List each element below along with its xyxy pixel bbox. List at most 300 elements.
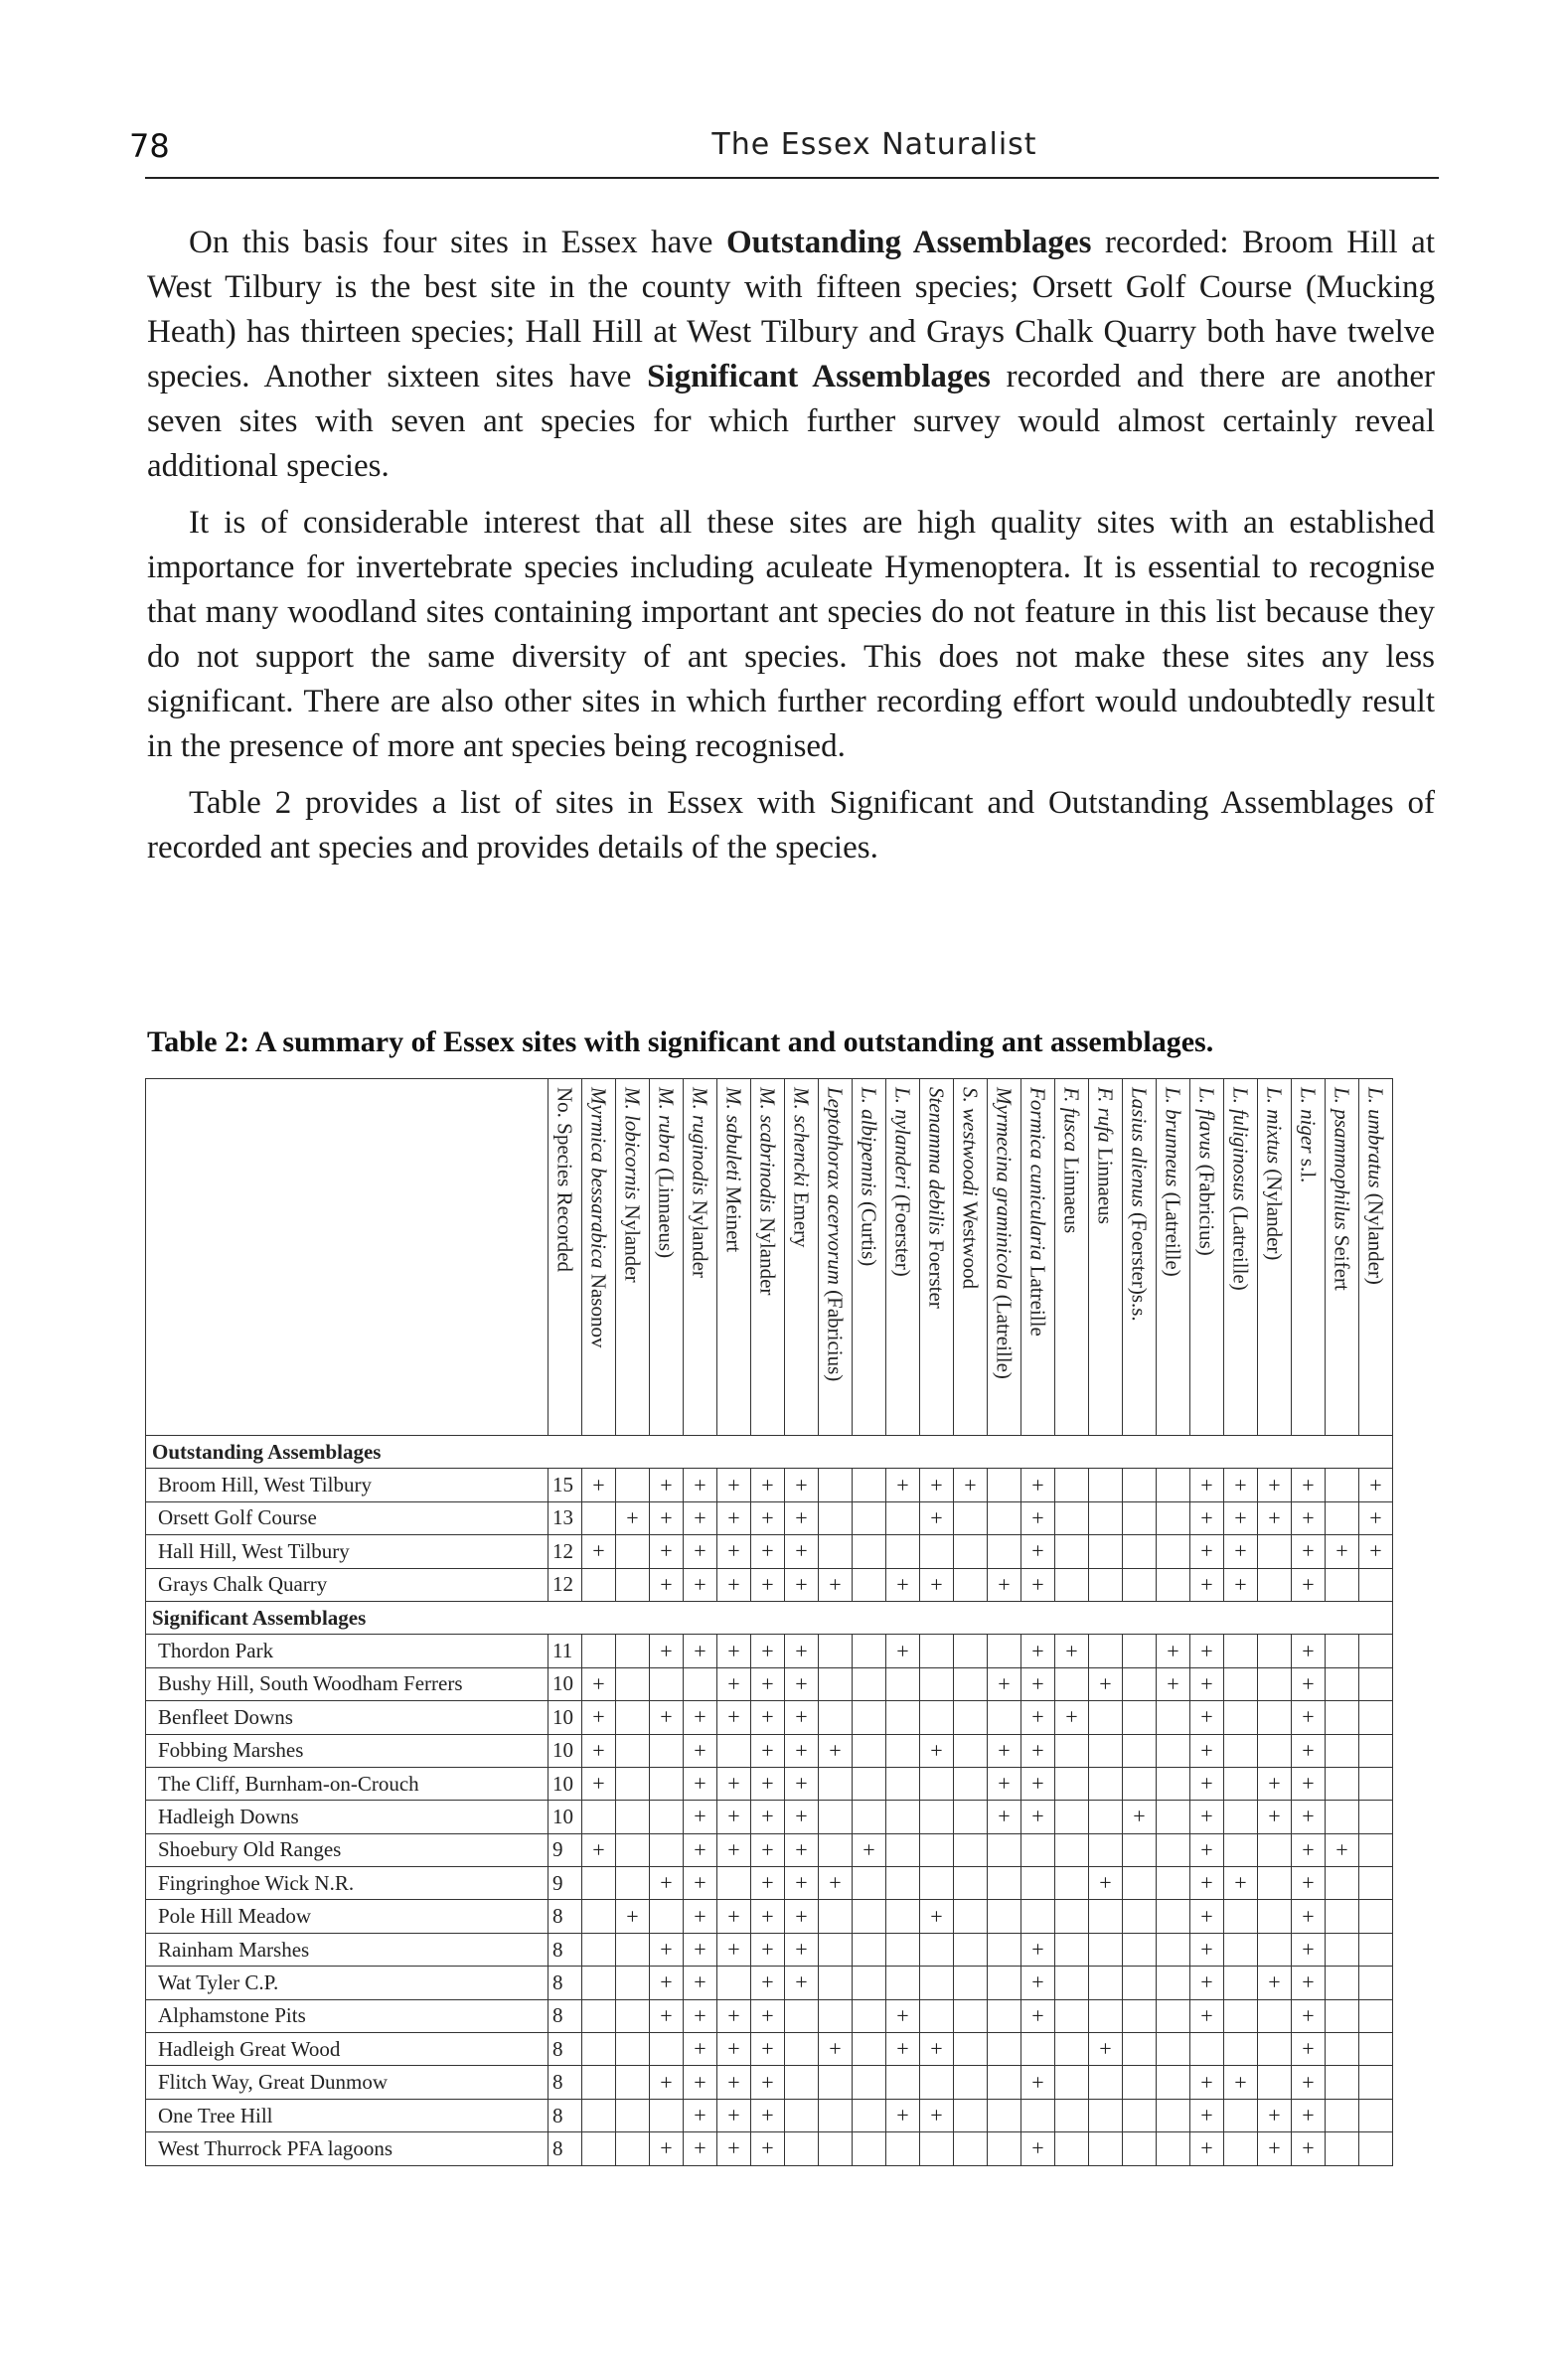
presence-mark: + [819,1867,853,1900]
species-name: L. mixtus [1262,1087,1287,1165]
empty-cell [1157,2033,1190,2066]
presence-mark: + [751,1801,785,1833]
empty-cell [785,1999,819,2032]
species-authority: (Curtis) [857,1200,881,1267]
species-count: 10 [549,1734,582,1767]
empty-cell [1123,2033,1157,2066]
empty-cell [1157,1767,1190,1800]
empty-cell [954,1501,988,1534]
empty-cell [954,2066,988,2099]
empty-cell [853,2033,886,2066]
presence-mark: + [1190,1734,1224,1767]
empty-cell [1123,1933,1157,1966]
empty-cell [1089,2099,1123,2131]
species-authority: Linnaeus [1059,1157,1084,1234]
empty-cell [717,1967,751,1999]
empty-cell [1055,1999,1089,2032]
table-row [146,1568,1393,1601]
presence-mark: + [886,2099,920,2131]
site-name: Flitch Way, Great Dunmow [146,2066,549,2099]
empty-cell [853,1999,886,2032]
species-authority: Nylander [755,1217,780,1296]
species-count: 8 [549,1900,582,1933]
empty-cell [819,1967,853,1999]
empty-cell [886,1833,920,1866]
empty-cell [1258,1667,1292,1700]
presence-mark: + [988,1734,1021,1767]
species-count: 9 [549,1867,582,1900]
empty-cell [1055,1801,1089,1833]
empty-cell [1258,1999,1292,2032]
presence-mark: + [684,2033,717,2066]
species-name: L. nylanderi [890,1087,915,1189]
empty-cell [1055,1568,1089,1601]
empty-cell [1359,2132,1393,2165]
species-label [821,1087,851,1381]
group-heading-row [146,1601,1393,1634]
page-number: 78 [129,127,170,165]
presence-mark: + [785,1635,819,1667]
species-column-header [1089,1079,1123,1436]
empty-cell [1258,1701,1292,1734]
empty-cell [1089,1501,1123,1534]
presence-mark: + [1021,1501,1055,1534]
presence-mark: + [1258,1501,1292,1534]
presence-mark: + [920,1469,954,1501]
empty-cell [886,1867,920,1900]
empty-cell [1359,1967,1393,1999]
species-label [618,1087,648,1283]
species-authority: (Fabricius) [1194,1164,1219,1256]
presence-mark: + [785,1801,819,1833]
species-authority: (Nylander) [1363,1192,1388,1285]
presence-mark: + [1292,2132,1326,2165]
species-column-header [616,1079,650,1436]
empty-cell [819,1933,853,1966]
empty-cell [954,1568,988,1601]
presence-mark: + [684,1867,717,1900]
presence-mark: + [1021,1568,1055,1601]
presence-mark: + [886,1999,920,2032]
empty-cell [1157,1568,1190,1601]
species-count: 12 [549,1568,582,1601]
empty-cell [616,1967,650,1999]
presence-mark: + [785,1667,819,1700]
presence-mark: + [1258,1967,1292,1999]
empty-cell [616,1734,650,1767]
empty-cell [1258,1867,1292,1900]
table-caption: Table 2: A summary of Essex sites with significant and outstanding ant assemblages. [147,1025,1214,1058]
site-name: Grays Chalk Quarry [146,1568,549,1601]
empty-cell [582,1635,616,1667]
empty-cell [819,1535,853,1568]
species-label [719,1087,749,1252]
presence-mark: + [1292,1469,1326,1501]
presence-mark: + [785,1967,819,1999]
species-column-header [886,1079,920,1436]
empty-cell [1055,1667,1089,1700]
species-column-header [582,1079,616,1436]
empty-cell [1123,2066,1157,2099]
species-label [888,1087,918,1277]
empty-cell [954,2033,988,2066]
presence-mark: + [1190,2099,1224,2131]
species-label [1226,1087,1256,1291]
species-name: S. westwoodi [958,1087,983,1196]
empty-cell [920,1867,954,1900]
presence-mark: + [886,1469,920,1501]
presence-mark: + [684,2066,717,2099]
empty-cell [1359,1867,1393,1900]
presence-mark: + [684,1801,717,1833]
empty-cell [920,1701,954,1734]
empty-cell [886,2132,920,2165]
empty-cell [1089,1900,1123,1933]
presence-mark: + [684,1734,717,1767]
empty-cell [616,2099,650,2131]
presence-mark: + [717,1667,751,1700]
empty-cell [988,1833,1021,1866]
empty-cell [1123,1501,1157,1534]
empty-cell [1224,1999,1258,2032]
empty-cell [1089,2132,1123,2165]
empty-cell [1157,1867,1190,1900]
presence-mark: + [717,1767,751,1800]
presence-mark: + [1292,1933,1326,1966]
empty-cell [1157,1501,1190,1534]
empty-cell [1359,1701,1393,1734]
empty-cell [988,1501,1021,1534]
empty-cell [1359,1734,1393,1767]
species-name: M. sabuleti [721,1087,746,1182]
species-authority: (Latreille) [1228,1205,1253,1291]
empty-cell [616,2132,650,2165]
bold-term: Significant Assemblages [647,359,991,394]
empty-cell [1326,1501,1359,1534]
empty-cell [582,2132,616,2165]
empty-cell [1021,1833,1055,1866]
presence-mark: + [751,1734,785,1767]
presence-mark: + [650,1999,684,2032]
presence-mark: + [684,1635,717,1667]
empty-cell [1258,1635,1292,1667]
species-column-header [1359,1079,1393,1436]
empty-cell [1021,2099,1055,2131]
presence-mark: + [886,1568,920,1601]
presence-mark: + [616,1900,650,1933]
table-row [146,1999,1393,2032]
presence-mark: + [1157,1667,1190,1700]
species-column-header [1123,1079,1157,1436]
presence-mark: + [582,1833,616,1866]
empty-cell [1123,1469,1157,1501]
presence-mark: + [751,1635,785,1667]
table-row [146,1501,1393,1534]
presence-mark: + [717,1801,751,1833]
species-label [855,1087,884,1266]
species-authority: (Latreille) [1161,1191,1185,1277]
empty-cell [886,1734,920,1767]
site-name: Bushy Hill, South Woodham Ferrers [146,1667,549,1700]
empty-cell [1123,1667,1157,1700]
presence-mark: + [920,1568,954,1601]
empty-cell [819,1833,853,1866]
presence-mark: + [582,1667,616,1700]
empty-cell [582,1801,616,1833]
presence-mark: + [1190,2066,1224,2099]
empty-cell [988,1635,1021,1667]
empty-cell [1055,2033,1089,2066]
empty-cell [1326,1635,1359,1667]
empty-cell [616,1469,650,1501]
empty-cell [886,1933,920,1966]
presence-mark: + [1292,1701,1326,1734]
presence-mark: + [1326,1535,1359,1568]
table-corner-cell [146,1079,549,1436]
empty-cell [819,2099,853,2131]
species-label [787,1087,817,1248]
site-name: Thordon Park [146,1635,549,1667]
empty-cell [785,2033,819,2066]
text-run: Table 2 provides a list of sites in Essex with Significant and Outstanding Assemblages of recorded ant species and provides details of the species. [147,785,1435,866]
species-count: 8 [549,1999,582,2032]
empty-cell [819,2066,853,2099]
presence-mark: + [684,1535,717,1568]
empty-cell [954,1867,988,1900]
presence-mark: + [920,2099,954,2131]
presence-mark: + [1292,1501,1326,1534]
presence-mark: + [582,1767,616,1800]
presence-mark: + [1089,1667,1123,1700]
site-name: West Thurrock PFA lagoons [146,2132,549,2165]
empty-cell [1359,1933,1393,1966]
empty-cell [920,2132,954,2165]
species-authority: (Foerster) [890,1193,915,1277]
presence-mark: + [684,1833,717,1866]
species-name: L. fuliginosus [1228,1087,1253,1201]
species-label [990,1087,1019,1379]
presence-mark: + [1359,1469,1393,1501]
species-label [1023,1087,1053,1337]
site-name: Broom Hill, West Tilbury [146,1469,549,1501]
empty-cell [988,2132,1021,2165]
empty-cell [1055,1900,1089,1933]
presence-mark: + [920,1501,954,1534]
empty-cell [1326,1867,1359,1900]
site-name: Fingringhoe Wick N.R. [146,1867,549,1900]
presence-mark: + [819,1734,853,1767]
presence-mark: + [684,1469,717,1501]
empty-cell [988,1933,1021,1966]
empty-cell [650,1900,684,1933]
presence-mark: + [717,2132,751,2165]
empty-cell [853,1501,886,1534]
empty-cell [853,1933,886,1966]
empty-cell [886,1767,920,1800]
empty-cell [1089,2066,1123,2099]
table-row [146,1801,1393,1833]
empty-cell [1089,1469,1123,1501]
presence-mark: + [1292,1833,1326,1866]
empty-cell [1359,1767,1393,1800]
empty-cell [1359,1999,1393,2032]
empty-cell [1190,2033,1224,2066]
species-column-header [1021,1079,1055,1436]
empty-cell [1157,2132,1190,2165]
empty-cell [1055,1767,1089,1800]
empty-cell [582,1933,616,1966]
empty-cell [1089,1635,1123,1667]
text-run: recorded and there are another seven sites with seven ant species for which further survey would almost certainly reveal additional species. [147,359,1435,484]
empty-cell [853,1701,886,1734]
empty-cell [616,1667,650,1700]
empty-cell [582,1967,616,1999]
presence-mark: + [1021,2132,1055,2165]
species-count: 11 [549,1635,582,1667]
species-column-header [751,1079,785,1436]
empty-cell [1326,2033,1359,2066]
species-authority: Westwood [958,1200,983,1290]
empty-cell [886,1900,920,1933]
empty-cell [650,1734,684,1767]
species-name: L. albipennis [857,1087,881,1196]
table-row [146,2033,1393,2066]
empty-cell [1224,1900,1258,1933]
empty-cell [1157,1801,1190,1833]
species-count: 10 [549,1667,582,1700]
empty-cell [988,2099,1021,2131]
presence-mark: + [717,2099,751,2131]
presence-mark: + [1123,1801,1157,1833]
empty-cell [920,1967,954,1999]
presence-mark: + [785,1469,819,1501]
presence-mark: + [1224,1501,1258,1534]
empty-cell [988,1701,1021,1734]
presence-mark: + [1190,1568,1224,1601]
presence-mark: + [582,1734,616,1767]
empty-cell [616,1999,650,2032]
group-heading-row [146,1436,1393,1469]
empty-cell [1224,1701,1258,1734]
presence-mark: + [1190,1501,1224,1534]
empty-cell [1089,1933,1123,1966]
species-name: L. niger [1296,1087,1321,1154]
site-name: Hall Hill, West Tilbury [146,1535,549,1568]
species-count: 9 [549,1833,582,1866]
presence-mark: + [785,1900,819,1933]
presence-mark: + [650,1535,684,1568]
empty-cell [954,2099,988,2131]
presence-mark: + [751,1501,785,1534]
empty-cell [1157,1535,1190,1568]
species-name: M. schencki [789,1087,814,1187]
presence-mark: + [650,1701,684,1734]
empty-cell [853,1568,886,1601]
empty-cell [920,1833,954,1866]
empty-cell [1021,1900,1055,1933]
species-column-header [1258,1079,1292,1436]
empty-cell [853,2099,886,2131]
presence-mark: + [1292,1734,1326,1767]
empty-cell [1055,1833,1089,1866]
presence-mark: + [1224,1535,1258,1568]
presence-mark: + [988,1801,1021,1833]
presence-mark: + [1292,1967,1326,1999]
species-column-header [1326,1079,1359,1436]
presence-mark: + [751,1667,785,1700]
empty-cell [650,1667,684,1700]
empty-cell [785,2066,819,2099]
species-label [1260,1087,1290,1260]
presence-mark: + [650,1867,684,1900]
empty-cell [853,1867,886,1900]
species-column-header [853,1079,886,1436]
empty-cell [954,1967,988,1999]
empty-cell [582,1568,616,1601]
header-rule [145,177,1439,179]
empty-cell [1224,1635,1258,1667]
empty-cell [853,2132,886,2165]
presence-mark: + [785,1701,819,1734]
empty-cell [650,1767,684,1800]
species-label [1159,1087,1188,1277]
empty-cell [819,1635,853,1667]
empty-cell [1359,2033,1393,2066]
empty-cell [1326,1734,1359,1767]
empty-cell [988,1999,1021,2032]
empty-cell [954,1767,988,1800]
empty-cell [1224,1967,1258,1999]
presence-mark: + [751,1701,785,1734]
presence-mark: + [785,1767,819,1800]
group-heading-filler [549,1601,1393,1634]
species-column-header [1190,1079,1224,1436]
empty-cell [1258,2033,1292,2066]
empty-cell [1326,1568,1359,1601]
empty-cell [1326,2132,1359,2165]
empty-cell [1089,1535,1123,1568]
presence-mark: + [751,1933,785,1966]
site-name: The Cliff, Burnham-on-Crouch [146,1767,549,1800]
species-column-header [988,1079,1021,1436]
presence-mark: + [920,2033,954,2066]
presence-mark: + [1292,1801,1326,1833]
site-name: Pole Hill Meadow [146,1900,549,1933]
empty-cell [1055,1501,1089,1534]
empty-cell [1089,1967,1123,1999]
species-column-header [785,1079,819,1436]
empty-cell [1123,1833,1157,1866]
presence-mark: + [1190,1999,1224,2032]
presence-mark: + [717,1635,751,1667]
empty-cell [954,2132,988,2165]
text-run: On this basis four sites in Essex have [189,225,726,260]
species-name: Formica cunicularia [1025,1087,1050,1261]
species-label [922,1087,952,1309]
empty-cell [1157,1933,1190,1966]
empty-cell [1055,2066,1089,2099]
presence-mark: + [684,1568,717,1601]
species-name: Stenamma debilis [924,1087,949,1235]
species-label [584,1087,614,1347]
presence-mark: + [1326,1833,1359,1866]
empty-cell [1258,1535,1292,1568]
presence-mark: + [1021,2066,1055,2099]
presence-mark: + [1021,1701,1055,1734]
empty-cell [1157,1900,1190,1933]
empty-cell [650,1833,684,1866]
presence-mark: + [1021,1999,1055,2032]
